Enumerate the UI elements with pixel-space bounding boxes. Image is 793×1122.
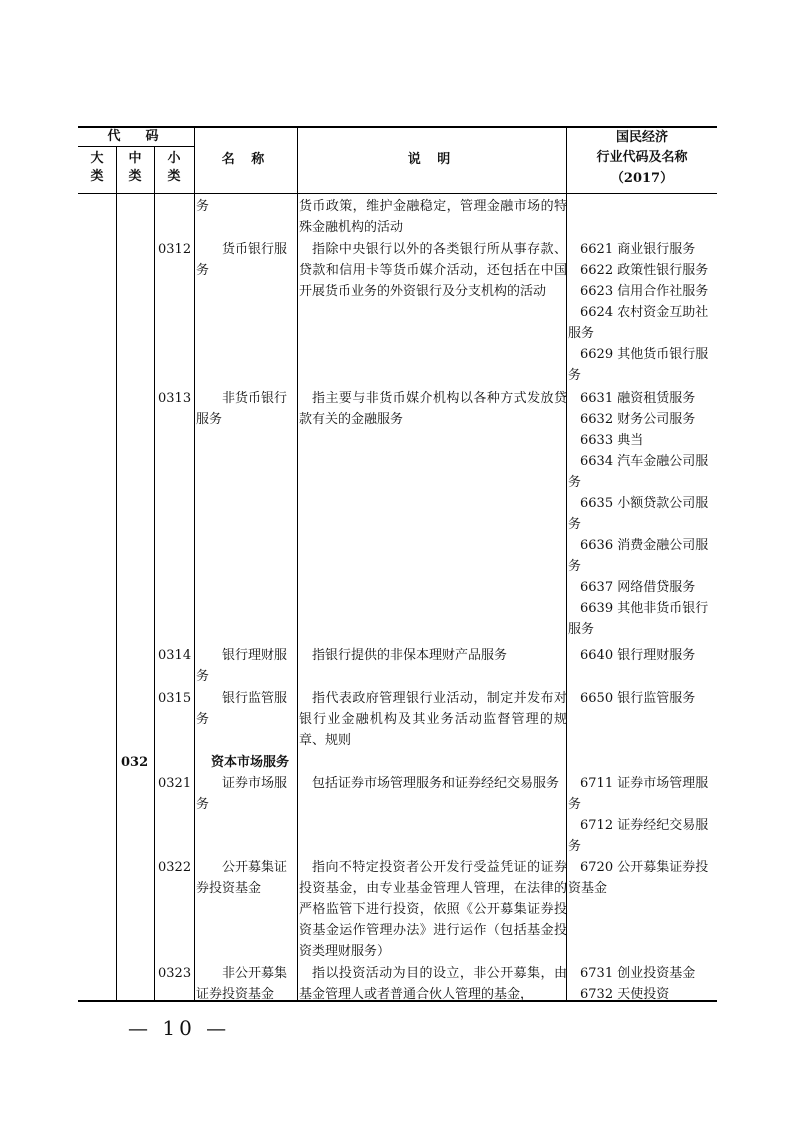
row-desc: 指主要与非货币媒介机构以各种方式发放贷款有关的金融服务 [299, 391, 567, 427]
row-name: 公开募集证券投资基金 [196, 860, 288, 896]
ref-item: 6624 农村资金互助社服务 [568, 305, 709, 341]
row-code: 0313 [158, 391, 192, 406]
row-name: 非公开募集证券投资基金 [196, 966, 288, 1002]
row-name: 银行监管服务 [196, 691, 288, 727]
header-code: 代 码 [107, 129, 165, 144]
continuation-name: 务 [196, 199, 210, 214]
row-code: 0322 [158, 860, 192, 875]
row-refs [568, 773, 718, 857]
header-col-small: 小类 [167, 151, 181, 184]
header-col-big: 大类 [90, 151, 104, 184]
row-name: 证券市场服务 [196, 776, 288, 812]
ref-item: 6623 信用合作社服务 [580, 284, 709, 299]
col-divider-1 [116, 146, 117, 1001]
ref-item: 6712 证券经纪交易服务 [568, 818, 709, 854]
row-desc: 指除中央银行以外的各类银行所从事存款、贷款和信用卡等货币媒介活动，还包括在中国开展货币业务的外资银行及分支机构的活动 [299, 242, 567, 299]
ref-item: 6621 商业银行服务 [580, 242, 696, 257]
row-desc: 指银行提供的非保本理财产品服务 [312, 648, 508, 663]
group-name: 资本市场服务 [211, 755, 290, 770]
ref-item: 6731 创业投资基金 [580, 966, 696, 981]
ref-item: 6636 消费金融公司服务 [568, 538, 709, 574]
row-code: 0323 [158, 966, 192, 981]
row-desc: 包括证券市场管理服务和证券经纪交易服务 [312, 776, 560, 791]
row-code: 0312 [158, 242, 192, 257]
row-name: 银行理财服务 [196, 648, 288, 684]
header-col-desc: 说 明 [407, 152, 457, 167]
header-col-ref-line3: （2017） [610, 171, 674, 186]
row-refs [568, 963, 718, 1005]
col-divider-4 [297, 126, 298, 1001]
ref-item: 6720 公开募集证券投资基金 [568, 860, 709, 896]
row-desc: 指以投资活动为目的设立，非公开募集，由基金管理人或者普通合伙人管理的基金， [299, 966, 567, 1002]
ref-item: 6711 证券市场管理服务 [568, 776, 709, 812]
col-divider-3 [194, 126, 195, 1001]
header-col-ref-line1: 国民经济 [615, 130, 668, 145]
row-refs [568, 645, 718, 666]
ref-item: 6637 网络借贷服务 [580, 580, 696, 595]
row-refs [568, 388, 718, 640]
group-mid-code: 032 [121, 755, 149, 770]
row-desc: 指代表政府管理银行业活动，制定并发布对银行业金融机构及其业务活动监督管理的规章、规则 [299, 691, 567, 748]
header-col-mid: 中类 [128, 151, 142, 184]
row-refs [568, 688, 718, 709]
row-code: 0315 [158, 691, 192, 706]
ref-item: 6633 典当 [580, 433, 644, 448]
ref-item: 6639 其他非货币银行服务 [568, 601, 709, 637]
col-divider-2 [154, 146, 155, 1001]
ref-item: 6650 银行监管服务 [580, 691, 696, 706]
ref-item: 6631 融资租赁服务 [580, 391, 696, 406]
row-desc: 指向不特定投资者公开发行受益凭证的证券投资基金，由专业基金管理人管理，在法律的严格监管下进行投资，依照《公开募集证券投资基金运作管理办法》进行运作（包括基金投资类理财服务） [299, 860, 567, 959]
ref-item: 6640 银行理财服务 [580, 648, 696, 663]
row-refs [568, 857, 718, 899]
ref-item: 6622 政策性银行服务 [580, 263, 709, 278]
row-code: 0314 [158, 648, 192, 663]
ref-item: 6632 财务公司服务 [580, 412, 696, 427]
row-code: 0321 [158, 776, 192, 791]
header-col-ref-line2: 行业代码及名称 [596, 150, 688, 165]
page-number: — 10 — [128, 1016, 231, 1040]
ref-item: 6635 小额贷款公司服务 [568, 496, 709, 532]
row-refs [568, 239, 718, 386]
ref-item: 6629 其他货币银行服务 [568, 347, 709, 383]
ref-item: 6634 汽车金融公司服务 [568, 454, 709, 490]
continuation-desc: 货币政策，维护金融稳定，管理金融市场的特殊金融机构的活动 [299, 199, 567, 235]
header-rule [78, 193, 717, 194]
row-name: 非货币银行服务 [196, 391, 288, 427]
header-col-name: 名 称 [221, 152, 271, 167]
row-name: 货币银行服务 [196, 242, 288, 278]
ref-item: 6732 天使投资 [580, 987, 670, 1002]
